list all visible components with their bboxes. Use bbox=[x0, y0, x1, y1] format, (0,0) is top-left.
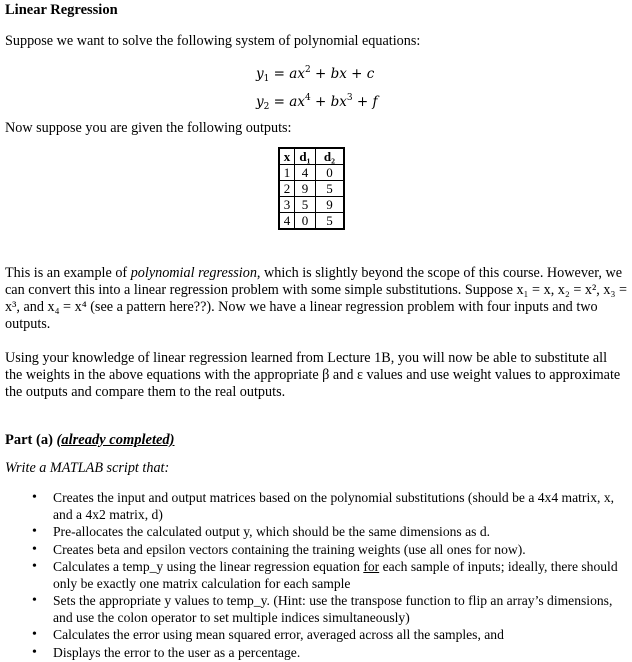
bullet-icon: • bbox=[32, 644, 37, 660]
list-item: • Sets the appropriate y values to temp_y. (Hint: use the transpose function to flip an array’s dimensions, and use the colon operator to set multiple indices simultaneously) bbox=[32, 593, 613, 625]
table-cell: 0 bbox=[316, 165, 345, 181]
list-item: • Creates beta and epsilon vectors containing the training weights (use all ones for now). bbox=[32, 541, 526, 557]
list-item: • Creates the input and output matrices based on the polynomial substitutions (should be a 4x4 matrix, x, and a 4x2 matrix, d) bbox=[32, 490, 615, 522]
table-cell: 9 bbox=[316, 197, 345, 213]
part-a-heading: Part (a) (already completed) bbox=[5, 432, 175, 448]
list-item: • Calculates the error using mean squared error, averaged across all the samples, and bbox=[32, 627, 504, 642]
equation-1: $y_1 = ax^2$ + bx + c bbox=[256, 65, 375, 84]
paragraph-polynomial-regression: This is an example of polynomial regression, which is slightly beyond the scope of this course. However, we can convert this into a linear regression problem with some simple substitutions. Suppose x₁ = x, x₂ = x², x₃ = x³, and x₄ = x⁴ (see a pattern here??). Now we have a linear regression problem with four inputs and two outputs. bbox=[5, 265, 627, 332]
task-list bbox=[0, 490, 627, 662]
bullet-icon: • bbox=[32, 593, 37, 608]
table-cell: 9 bbox=[295, 181, 316, 197]
table-cell: 5 bbox=[316, 213, 345, 230]
table-cell: 5 bbox=[295, 197, 316, 213]
table-header: x bbox=[279, 148, 295, 165]
outputs-intro: Now suppose you are given the following outputs: bbox=[5, 120, 292, 136]
outputs-table bbox=[278, 147, 345, 230]
bullet-icon: • bbox=[32, 559, 37, 574]
table-row bbox=[279, 213, 344, 230]
list-item: • Calculates a temp_y using the linear regression equation for each sample of inputs; ideally, there should only be exactly one matrix calculation for each sample bbox=[32, 559, 618, 591]
table-cell: 4 bbox=[279, 213, 295, 230]
table-row bbox=[279, 165, 344, 181]
table-cell: 2 bbox=[279, 181, 295, 197]
table-cell: 5 bbox=[316, 181, 345, 197]
table-header-row bbox=[279, 148, 344, 165]
table-row bbox=[279, 197, 344, 213]
bullet-icon: • bbox=[32, 524, 37, 539]
list-item: • Pre-allocates the calculated output y, which should be the same dimensions as d. bbox=[32, 524, 491, 539]
table-cell: 1 bbox=[279, 165, 295, 181]
write-prompt: Write a MATLAB script that: bbox=[5, 460, 170, 476]
table-cell: 0 bbox=[295, 213, 316, 230]
bullet-icon: • bbox=[32, 541, 37, 557]
section-title: Linear Regression bbox=[5, 2, 118, 18]
bullet-icon: • bbox=[32, 627, 37, 642]
list-item: • Displays the error to the user as a percentage. bbox=[32, 644, 301, 660]
table-header: d₂ bbox=[316, 148, 345, 165]
table-cell: 3 bbox=[279, 197, 295, 213]
paragraph-lecture-1b: Using your knowledge of linear regression learned from Lecture 1B, you will now be able to substitute all the weights in the above equations with the appropriate β and ε values and use weight values to approximate the outputs and compare them to the real outputs. bbox=[5, 350, 621, 400]
table-cell: 4 bbox=[295, 165, 316, 181]
equation-2: $y_2 = ax^4 + bx^3 + f$ bbox=[256, 93, 378, 112]
table-row bbox=[279, 181, 344, 197]
table-header: d₁ bbox=[295, 148, 316, 165]
intro-text: Suppose we want to solve the following system of polynomial equations: bbox=[5, 33, 421, 49]
bullet-icon: • bbox=[32, 490, 37, 505]
